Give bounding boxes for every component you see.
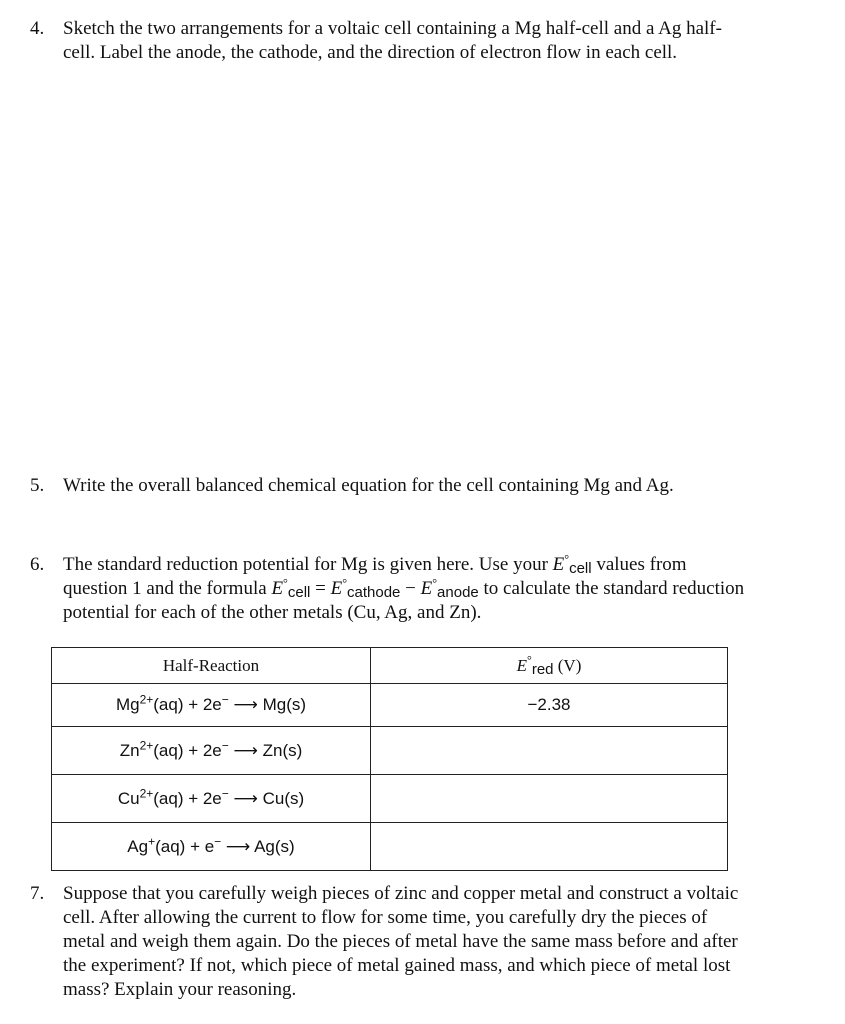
charge: 2+ [139,737,154,752]
product: ⟶ Cu(s) [228,788,305,808]
half-reaction-cell [52,775,371,823]
e-anode-symbol [421,578,479,599]
ion: Cu [117,788,140,808]
electron-charge: − [221,737,229,752]
question-6 [30,553,800,625]
e-red-symbol [516,652,554,678]
half-reaction-cell [52,727,371,775]
reduction-potential-table [51,647,728,871]
e-letter: E [330,578,343,599]
header-half-reaction: Half-Reaction [52,648,371,684]
e-letter: E [516,655,528,675]
product: ⟶ Mg(s) [228,695,307,714]
e-letter: E [271,578,284,599]
header-e-red [371,648,728,684]
ion: Mg [115,695,140,714]
product: ⟶ Zn(s) [228,740,303,760]
question-5 [30,474,800,498]
reactants: (aq) + 2e [153,695,222,714]
table-row [52,823,728,871]
potential-cell[interactable] [371,823,728,871]
minus-sign: − [400,578,421,599]
half-reaction-cell [52,823,371,871]
text: question 1 and the formula [63,578,272,599]
question-text-line: cell. Label the anode, the cathode, and the direction of electron flow in each cell. [63,42,678,63]
table-row [52,727,728,775]
question-text-line: the experiment? If not, which piece of metal gained mass, and which piece of metal lost [63,955,731,976]
text: values from [591,554,687,575]
e-letter: E [420,578,433,599]
subscript: cell [287,584,311,601]
electron-charge: − [221,785,229,800]
question-text-line: cell. After allowing the current to flow for some time, you carefully dry the pieces of [63,907,708,928]
text: to calculate the standard reduction [478,578,745,599]
potential-cell[interactable] [371,775,728,823]
ion: Ag [127,836,149,856]
reactants: (aq) + e [155,836,215,856]
degree-sign: ° [527,652,532,667]
question-text-line [63,553,800,577]
subscript: cell [569,560,592,577]
e-cathode-symbol [331,578,401,599]
degree-sign: ° [564,552,570,566]
charge: + [148,833,156,848]
question-text-line: potential for each of the other metals (Cu, Ag, and Zn). [63,602,482,623]
table-row [52,684,728,727]
reactants: (aq) + 2e [153,788,222,808]
e-cell-symbol [553,554,592,575]
electron-charge: − [214,833,222,848]
subscript: anode [437,584,479,601]
equals-sign: = [310,578,331,599]
charge: 2+ [139,785,154,800]
electron-charge: − [221,692,229,707]
charge: 2+ [139,692,154,707]
question-text-line: metal and weigh them again. Do the pieces of metal have the same mass before and after [63,931,738,952]
question-text-line: Sketch the two arrangements for a voltaic cell containing a Mg half-cell and a Ag half- [63,18,722,39]
e-letter: E [552,554,565,575]
potential-cell[interactable] [371,727,728,775]
question-4 [30,17,800,65]
degree-sign: ° [342,576,348,590]
question-text-line [63,577,800,601]
half-reaction-cell [52,684,371,727]
question-number: 7. [30,883,45,904]
question-number: 6. [30,554,45,575]
question-text-line: mass? Explain your reasoning. [63,979,297,1000]
text: The standard reduction potential for Mg is given here. Use your [63,554,553,575]
degree-sign: ° [283,576,288,590]
unit: (V) [553,655,582,675]
question-number: 4. [30,18,45,39]
question-number: 5. [30,475,45,496]
table-row [52,775,728,823]
degree-sign: ° [432,576,438,590]
subscript: cathode [347,584,401,601]
potential-cell[interactable]: −2.38 [371,684,728,727]
question-7 [30,882,800,1002]
e-cell-symbol [271,578,310,599]
question-text: Write the overall balanced chemical equation for the cell containing Mg and Ag. [63,475,674,496]
ion: Zn [119,740,140,760]
question-text-line: Suppose that you carefully weigh pieces of zinc and copper metal and construct a voltaic [63,883,739,904]
table-header-row [52,648,728,684]
subscript: red [531,660,554,678]
reactants: (aq) + 2e [153,740,222,760]
product: ⟶ Ag(s) [221,836,295,856]
